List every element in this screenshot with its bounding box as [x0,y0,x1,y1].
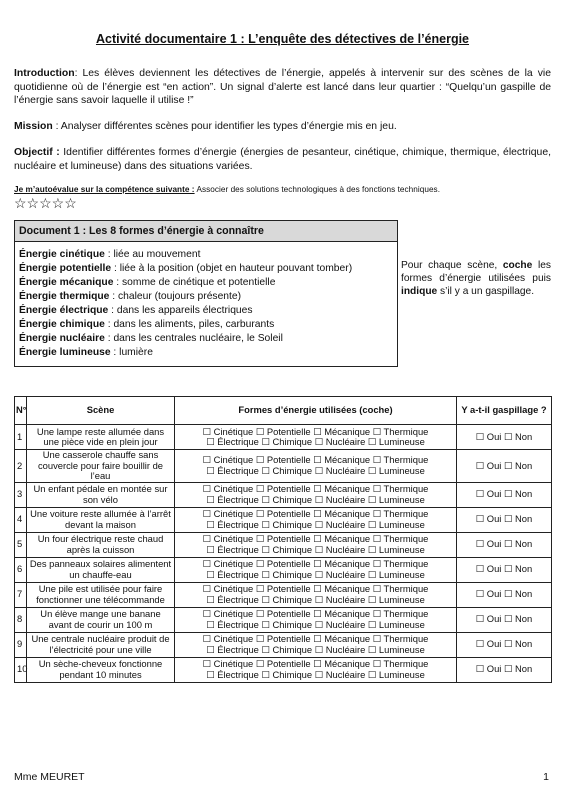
energy-form-item [19,304,393,318]
energy-checkbox-line-2[interactable]: ☐ Électrique ☐ Chimique ☐ Nucléaire ☐ Lumineuse [206,618,425,630]
instruction-text [401,259,551,298]
row-scene: Une pile est utilisée pour faire fonctionner une télécommande [27,582,175,607]
energy-checkbox-line-2[interactable]: ☐ Électrique ☐ Chimique ☐ Nucléaire ☐ Lumineuse [206,668,425,680]
instruction-keyword-coche: coche [502,260,533,271]
table-row [15,557,552,582]
energy-form-term: Énergie lumineuse [19,347,111,358]
energy-checkbox-line-1[interactable]: ☐ Cinétique ☐ Potentielle ☐ Mécanique ☐ Thermique [202,425,429,437]
energy-form-description: liée à la position (objet en hauteur pouvant tomber) [119,263,353,274]
row-energy-checkboxes[interactable] [175,582,457,607]
energy-form-item [19,346,393,360]
energy-checkbox-line-1[interactable]: ☐ Cinétique ☐ Potentielle ☐ Mécanique ☐ Thermique [202,483,429,494]
row-gaspillage-checkboxes[interactable]: ☐ Oui ☐ Non [457,532,552,557]
row-energy-checkboxes[interactable] [175,482,457,507]
mission-label: Mission [14,121,53,132]
energy-checkbox-line-2[interactable]: ☐ Électrique ☐ Chimique ☐ Nucléaire ☐ Lumineuse [206,543,425,555]
energy-checkbox-line-2[interactable]: ☐ Électrique ☐ Chimique ☐ Nucléaire ☐ Lumineuse [206,464,425,476]
energy-checkbox-line-2[interactable]: ☐ Électrique ☐ Chimique ☐ Nucléaire ☐ Lumineuse [206,436,425,447]
energy-form-item [19,262,393,276]
energy-checkbox-line-2[interactable]: ☐ Électrique ☐ Chimique ☐ Nucléaire ☐ Lumineuse [206,593,425,605]
table-header-row [15,397,552,425]
row-energy-checkboxes[interactable] [175,632,457,657]
row-number: 8 [15,607,27,632]
row-energy-checkboxes[interactable] [175,532,457,557]
table-row [15,532,552,557]
energy-form-description: chaleur (toujours présente) [118,291,242,302]
objectif-text: Identifier différentes formes d’énergie (énergies de pesanteur, cinétique, chimique, thermique, électrique, nucléaire et lumineuse) dans des situations variées. [14,147,551,172]
energy-checkbox-line-2[interactable]: ☐ Électrique ☐ Chimique ☐ Nucléaire ☐ Lumineuse [206,518,425,530]
row-gaspillage-checkboxes[interactable]: ☐ Oui ☐ Non [457,607,552,632]
energy-form-term: Énergie nucléaire [19,333,105,344]
scenes-table [14,396,552,683]
objectif-label: Objectif : [14,147,60,158]
objectif-paragraph [14,146,551,173]
row-number: 9 [15,632,27,657]
energy-form-description: dans les aliments, piles, carburants [113,319,275,330]
row-number: 4 [15,507,27,532]
footer-page-number: 1 [543,771,549,783]
row-energy-checkboxes[interactable] [175,507,457,532]
rating-stars[interactable]: ☆☆☆☆☆ [14,195,77,211]
row-gaspillage-checkboxes[interactable]: ☐ Oui ☐ Non [457,482,552,507]
energy-form-separator: : [111,263,120,274]
header-scene: Scène [27,397,175,425]
row-energy-checkboxes[interactable] [175,450,457,483]
row-energy-checkboxes[interactable] [175,557,457,582]
row-number: 3 [15,482,27,507]
energy-form-term: Énergie chimique [19,319,105,330]
row-scene: Un enfant pédale en montée sur son vélo [27,482,175,507]
row-scene: Une centrale nucléaire produit de l’électricité pour une ville [27,632,175,657]
energy-form-item [19,276,393,290]
energy-form-separator: : [104,319,114,330]
instruction-part: Pour chaque scène, [401,260,503,271]
energy-form-separator: : [104,249,114,260]
row-scene: Une voiture reste allumée à l’arrêt devant la maison [27,507,175,532]
energy-checkbox-line-1[interactable]: ☐ Cinétique ☐ Potentielle ☐ Mécanique ☐ Thermique [202,558,429,569]
energy-form-item [19,248,393,262]
instruction-part: s’il y a un gaspillage. [437,286,535,297]
header-gaspillage: Y a-t-il gaspillage ? [457,397,552,425]
energy-checkbox-line-1[interactable]: ☐ Cinétique ☐ Potentielle ☐ Mécanique ☐ Thermique [202,454,429,466]
table-body [15,425,552,683]
energy-checkbox-line-2[interactable]: ☐ Électrique ☐ Chimique ☐ Nucléaire ☐ Lumineuse [206,643,425,655]
row-gaspillage-checkboxes[interactable]: ☐ Oui ☐ Non [457,632,552,657]
row-gaspillage-checkboxes[interactable]: ☐ Oui ☐ Non [457,582,552,607]
energy-form-description: somme de cinétique et potentielle [122,277,276,288]
table-row [15,582,552,607]
row-number: 10 [15,657,27,682]
energy-form-term: Énergie cinétique [19,249,105,260]
row-number: 5 [15,532,27,557]
table-row [15,607,552,632]
mission-text: : Analyser différentes scènes pour identifier les types d’énergie mis en jeu. [52,121,397,132]
energy-form-separator: : [110,347,120,358]
autoevaluation-label: Je m’autoévalue sur la compétence suivante : [14,185,195,194]
row-scene: Un sèche-cheveux fonctionne pendant 10 minutes [27,657,175,682]
footer-author: Mme MEURET [14,771,85,783]
row-gaspillage-checkboxes[interactable]: ☐ Oui ☐ Non [457,507,552,532]
energy-form-term: Énergie potentielle [19,263,112,274]
table-row [15,482,552,507]
energy-form-item [19,318,393,332]
energy-form-term: Énergie thermique [19,291,110,302]
page-title: Activité documentaire 1 : L’enquête des détectives de l’énergie [95,32,470,46]
row-energy-checkboxes[interactable] [175,425,457,450]
energy-form-description: lumière [119,347,153,358]
document-box [14,220,398,367]
instruction-part: les formes d’énergie utilisées puis [401,260,551,284]
energy-form-item [19,290,393,304]
energy-checkbox-line-1[interactable]: ☐ Cinétique ☐ Potentielle ☐ Mécanique ☐ Thermique [202,608,429,619]
intro-text: : Les élèves deviennent les détectives de l’énergie, appelés à intervenir sur des scènes de la vie quotidienne où de l’énergie est “en action”. Un signal d’alerte est lancé dans leur quartier : “Quelqu’un gaspille de l’énergie sans savoir laquelle il utilise !” [14,68,551,107]
energy-checkbox-line-1[interactable]: ☐ Cinétique ☐ Potentielle ☐ Mécanique ☐ Thermique [202,533,429,544]
row-number: 2 [15,450,27,483]
row-number: 6 [15,557,27,582]
energy-form-term: Énergie mécanique [19,277,114,288]
row-gaspillage-checkboxes[interactable]: ☐ Oui ☐ Non [457,657,552,682]
row-gaspillage-checkboxes[interactable]: ☐ Oui ☐ Non [457,557,552,582]
row-gaspillage-checkboxes[interactable]: ☐ Oui ☐ Non [457,425,552,450]
row-scene: Un élève mange une banane avant de courir un 100 m [27,607,175,632]
energy-checkbox-line-2[interactable]: ☐ Électrique ☐ Chimique ☐ Nucléaire ☐ Lumineuse [206,493,425,505]
header-num: N° [15,397,27,425]
row-scene: Une lampe reste allumée dans une pièce vide en plein jour [27,425,175,450]
table-row [15,425,552,450]
table-row [15,507,552,532]
energy-checkbox-line-1[interactable]: ☐ Cinétique ☐ Potentielle ☐ Mécanique ☐ Thermique [202,658,429,669]
table-row [15,657,552,682]
autoevaluation-line [14,185,551,195]
energy-form-separator: : [113,277,123,288]
row-scene: Une casserole chauffe sans couvercle pour faire bouillir de l’eau [27,450,175,483]
intro-paragraph [14,67,551,108]
energy-checkbox-line-1[interactable]: ☐ Cinétique ☐ Potentielle ☐ Mécanique ☐ Thermique [202,633,429,644]
energy-form-separator: : [109,291,118,302]
instruction-keyword-indique: indique [401,286,438,297]
mission-paragraph [14,120,551,134]
energy-form-description: dans les centrales nucléaire, le Soleil [113,333,283,344]
table-row [15,450,552,483]
energy-checkbox-line-1[interactable]: ☐ Cinétique ☐ Potentielle ☐ Mécanique ☐ Thermique [202,583,429,594]
row-energy-checkboxes[interactable] [175,657,457,682]
header-formes: Formes d’énergie utilisées (coche) [175,397,457,425]
energy-form-separator: : [108,305,117,316]
energy-checkbox-line-1[interactable]: ☐ Cinétique ☐ Potentielle ☐ Mécanique ☐ Thermique [202,508,429,519]
row-scene: Des panneaux solaires alimentent un chauffe-eau [27,557,175,582]
intro-label: Introduction [14,68,75,79]
row-number: 1 [15,425,27,450]
energy-form-term: Énergie électrique [19,305,109,316]
autoevaluation-text: Associer des solutions technologiques à des fonctions techniques. [194,185,441,194]
row-energy-checkboxes[interactable] [175,607,457,632]
energy-checkbox-line-2[interactable]: ☐ Électrique ☐ Chimique ☐ Nucléaire ☐ Lumineuse [206,568,425,580]
energy-forms-list [15,242,397,360]
energy-form-item [19,332,393,346]
row-scene: Un four électrique reste chaud après la cuisson [27,532,175,557]
table-row [15,632,552,657]
row-gaspillage-checkboxes[interactable]: ☐ Oui ☐ Non [457,450,552,483]
document-heading: Document 1 : Les 8 formes d’énergie à connaître [15,221,397,242]
energy-form-description: dans les appareils électriques [116,305,253,316]
energy-form-description: liée au mouvement [113,249,201,260]
row-number: 7 [15,582,27,607]
energy-form-separator: : [104,333,114,344]
